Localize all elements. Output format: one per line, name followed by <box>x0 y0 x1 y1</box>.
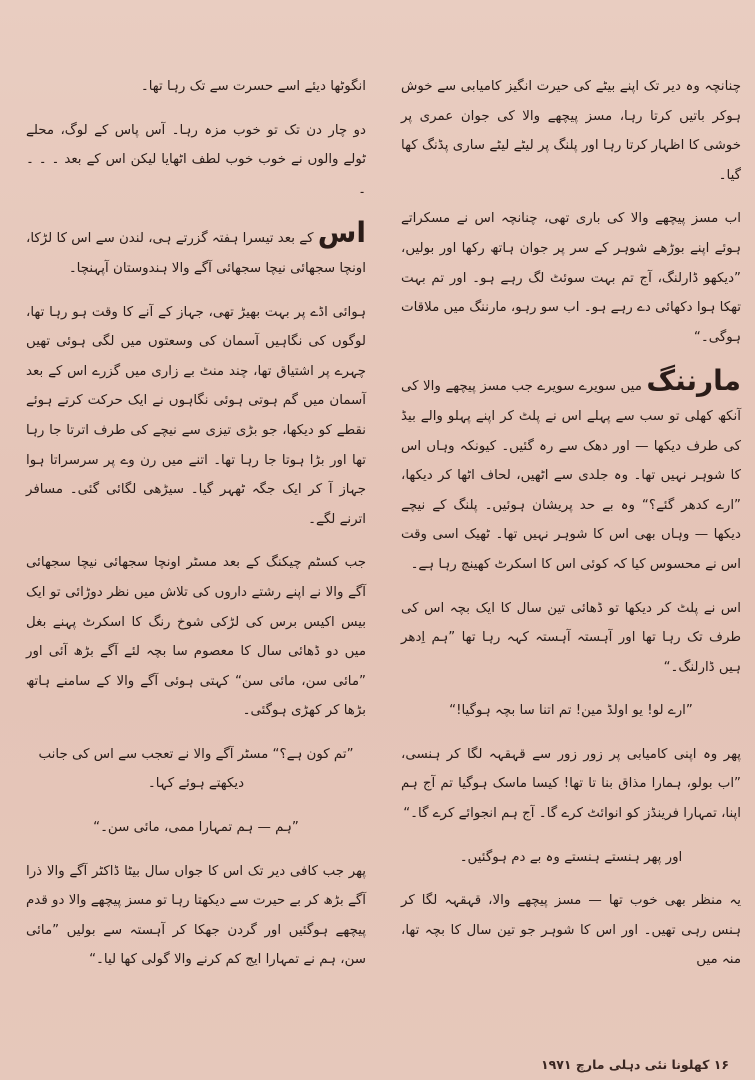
drop-cap-word: مارننگ <box>646 364 741 398</box>
dialogue-line: ”تم کون ہے؟“ مسٹر آگے والا نے تعجب سے اس کی جانب دیکھتے ہوئے کہا۔ <box>38 746 354 792</box>
dialogue-line: ”ہم — ہم تمہارا ممی، مائی سن۔“ <box>93 820 299 836</box>
paragraph: یہ منظر بھی خوب تھا — مسز پیچھے والا، قہقہہ لگا کر ہنس رہی تھیں۔ اور اس کا شوہر جو تین سال کا بچہ تھا، منہ میں <box>401 893 741 968</box>
paragraph-text: میں سویرے سویرے جب مسز پیچھے والا کی آنکھ کھلی تو سب سے پہلے اس نے پلٹ کر اپنے پہلو والے بیڈ کی طرف دیکھا — اور دھک سے رہ گئیں۔ کیونکہ وہاں اس کا شوہر نہیں تھا۔ وہ جلدی سے اٹھیں، لحاف اٹھا کر دیکھا، ”ارے کدھر گئے؟“ وہ بے حد پریشان ہوئیں۔ پلنگ کے نیچے دیکھا — وہاں بھی اس کا شوہر نہیں تھا۔ ٹھیک اسی وقت اس نے محسوس کیا کہ کوئی اس کا اسکرٹ کھینچ رہا ہے۔ <box>401 379 741 572</box>
paragraph: دو چار دن تک تو خوب مزہ رہا۔ آس پاس کے لوگ، محلے ٹولے والوں نے خوب خوب لطف اٹھایا لیکن اس کے بعد ۔ ۔ ۔ ۔ <box>26 122 366 197</box>
drop-cap-word: اس <box>317 216 366 250</box>
page-footer: ۱۶ کھلونا نئی دہلی مارچ ۱۹۷۱ <box>541 1057 729 1072</box>
paragraph: اب مسز پیچھے والا کی باری تھی، چنانچہ اس نے مسکراتے ہوئے اپنے بوڑھے شوہر کے سر پر جوان ہاتھ رکھا اور بولیں، ”دیکھو ڈارلنگ، آج تم بہت سوئٹ لگ رہے ہو۔ اور تم بہت تھکا ہوا دکھائی دے رہے ہو۔ اب سو رہو، مارننگ میں ملاقات ہوگی۔“ <box>401 211 741 345</box>
paragraph <box>401 366 741 579</box>
paragraph: پھر جب کافی دیر تک اس کا جواں سال بیٹا ڈاکٹر آگے والا ذرا آگے بڑھ کر بے حیرت سے دیکھتا رہا تو مسز پیچھے والا دو قدم پیچھے ہوگئیں اور گردن جھکا کر آہستہ سے بولیں ”مائی سن، ہم نے تمہارا ایج کم کرنے والا گولی کھا لیا۔“ <box>26 863 366 968</box>
paragraph <box>26 218 366 283</box>
paragraph: پھر وہ اپنی کامیابی پر زور زور سے قہقہہ لگا کر ہنسی، ”اب بولو، ہمارا مذاق بنا تا تھا! کیسا ماسک ہوگیا تم آج ہم اپنا، تمہارا فرینڈز کو انوائٹ کرے گا۔ آج ہم انجوائے کرے گا۔“ <box>401 746 741 822</box>
paragraph: ہوائی اڈے پر بہت بھیڑ تھی، جہاز کے آنے کا وقت ہو رہا تھا، لوگوں کی نگاہیں آسمان کی وسعتوں میں لگی ہوئی تھیں چہرے پر اشتیاق تھا، چند منٹ بے زاری میں گزرے اس کے بعد آسمان میں گم ہوتی ہوئی نگاہوں نے ایک حرکت کرتے ہوئے نقطے کو دیکھا، جو بڑی تیزی سے نیچے کی طرف اترتا جا رہا تھا اور بڑا ہوتا جا رہا تھا۔ اتنے میں رن وے پر سرسراتا ہوا جہاز آ کر ایک جگہ ٹھہر گیا۔ سیڑھی لگائی گئی۔ مسافر اترنے لگے۔ <box>26 304 366 527</box>
paragraph: اور پھر ہنستے ہنستے وہ بے دم ہوگئیں۔ <box>459 849 683 865</box>
right-column <box>401 72 741 1040</box>
paragraph: اس نے پلٹ کر دیکھا تو ڈھائی تین سال کا ایک بچہ اس کی طرف تک رہا تھا اور آہستہ آہستہ کہہ رہا تھا ”ہم اِدھر ہیں ڈارلنگ۔“ <box>401 600 741 675</box>
paragraph: انگوٹھا دیئے اسے حسرت سے تک رہا تھا۔ <box>140 79 366 94</box>
left-column <box>26 72 366 1040</box>
paragraph-text: کے بعد تیسرا ہفتہ گزرتے ہی، لندن سے اس کا لڑکا، اونچا سجھائی نیچا سجھائی آگے والا ہندوستان آپہنچا۔ <box>26 231 366 276</box>
paragraph: چنانچہ وہ دیر تک اپنے بیٹے کی حیرت انگیز کامیابی سے خوش ہوکر باتیں کرتا رہا، مسز پیچھے والا کی جوان عمری پر خوشی کا اظہار کرتا رہا اور پلنگ پر لیٹے لیٹے ساری پڈنگ کھا گیا۔ <box>401 79 741 183</box>
paragraph: جب کسٹم چیکنگ کے بعد مسٹر اونچا سجھائی نیچا سجھائی آگے والا نے اپنے رشتے داروں کی تلاش میں نظر دوڑائی تو ایک بیس اکیس برس کی لڑکی شوخ رنگ کا اسکرٹ پہنے بغل میں دو ڈھائی سال کا معصوم سا بچہ لئے آگے بڑھ آئی اور ”مائی سن، مائی سن“ کہتی ہوئی آگے والا کے سامنے ہاتھ بڑھا کر کھڑی ہوگئی۔ <box>26 555 366 719</box>
dialogue-line: ”ارے لو! یو اولڈ مین! تم اتنا سا بچہ ہوگیا!“ <box>449 703 693 719</box>
